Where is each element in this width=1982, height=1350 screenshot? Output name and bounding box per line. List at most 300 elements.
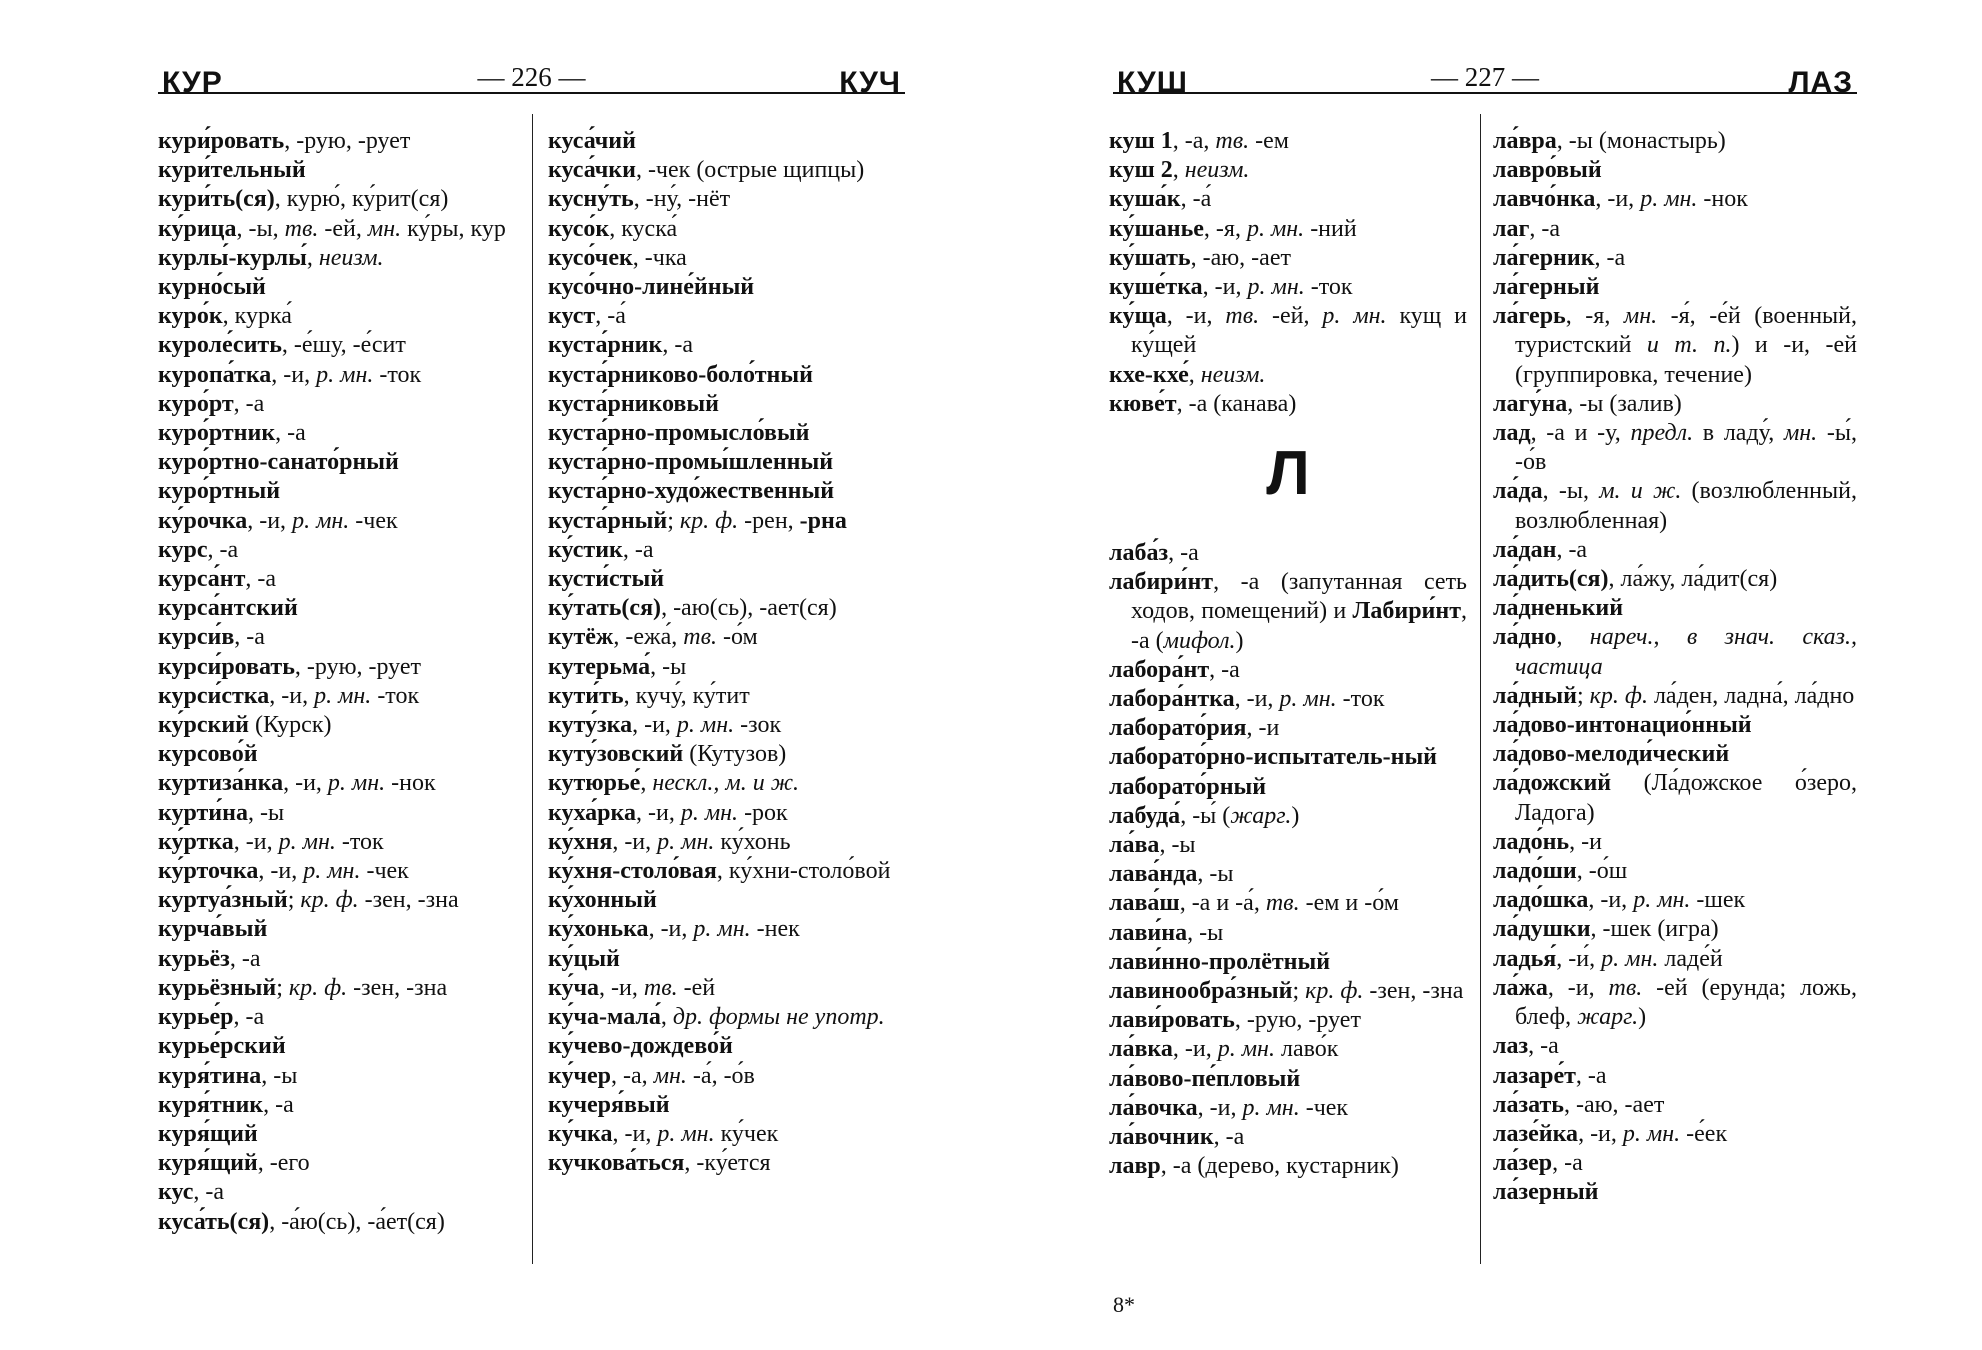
dictionary-entry — [1493, 945, 1857, 974]
entry-text: , -а — [622, 536, 654, 563]
headword: ла́дненький — [1493, 595, 1624, 622]
headword: куса́чий — [548, 128, 636, 154]
grammar-label: р. мн. — [1247, 274, 1305, 301]
headword: ку́чка — [548, 1120, 613, 1147]
headword: кучеря́вый — [548, 1091, 670, 1118]
entry-text: , -а — [1209, 656, 1240, 683]
headword: лазе́йка — [1493, 1120, 1579, 1147]
grammar-label: др. формы не употр. — [672, 1004, 885, 1031]
grammar-label: тв. — [1608, 974, 1643, 1001]
dictionary-entry — [1493, 974, 1857, 1032]
headword: лаз — [1493, 1033, 1529, 1060]
entry-text: , -а ( — [1131, 598, 1467, 654]
dictionary-entry — [1109, 977, 1467, 1006]
entry-text: , -а — [193, 1179, 225, 1206]
dictionary-entry — [158, 623, 521, 652]
entry-text: , -а и -у, — [1530, 420, 1631, 447]
dictionary-entry — [158, 974, 521, 1003]
running-head — [158, 58, 905, 102]
dictionary-entry — [158, 857, 521, 886]
headword: лава́нда — [1109, 861, 1198, 888]
dictionary-entry — [158, 185, 521, 214]
headword: куса́чки — [548, 157, 636, 184]
headword: лабири́нт — [1109, 569, 1214, 596]
dictionary-entry — [158, 1178, 521, 1207]
entry-text: -нек — [750, 916, 800, 943]
headword: ку́хонный — [548, 887, 657, 914]
entry-text: , -рую, -рует — [284, 128, 411, 154]
headword: курса́нт — [158, 566, 246, 593]
dictionary-entry — [1109, 948, 1467, 977]
entry-text: , -я, — [1565, 303, 1624, 330]
headword: лави́на — [1109, 919, 1188, 946]
entry-text: , -и, — [1234, 686, 1280, 713]
headword: кюве́т — [1109, 390, 1177, 417]
grammar-label: р. мн. — [1601, 945, 1659, 972]
entry-text: , -и, — [233, 828, 279, 855]
headword: ку́ча — [548, 974, 600, 1001]
dictionary-entry — [1109, 714, 1467, 743]
entry-text: -е́ек — [1680, 1120, 1728, 1147]
dictionary-entry — [1493, 185, 1857, 214]
entry-text: , -а, — [611, 1062, 654, 1089]
grammar-label: р. мн. — [1322, 303, 1387, 330]
entry-text: -рен, — [738, 507, 800, 534]
dictionary-entry — [548, 536, 905, 565]
headword: курьёз — [158, 945, 230, 972]
entry-text: , -ку́ется — [684, 1150, 771, 1177]
entry-text: , -а́ — [1180, 186, 1212, 213]
entry-text: , -а и -а́, — [1179, 890, 1266, 917]
entry-text: , -а (канава) — [1176, 390, 1297, 417]
entry-text: , -а — [229, 945, 261, 972]
entry-text: ) и -и, -ей (группировка, течение) — [1515, 332, 1858, 388]
headword: лаг — [1493, 215, 1530, 242]
entry-text: , — [1556, 624, 1590, 651]
grammar-label: кр. ф. — [300, 887, 359, 914]
entry-text: ; — [1292, 978, 1306, 1005]
entry-text: , -е́шу, -е́сит — [281, 332, 406, 359]
entry-text: , -и, — [1166, 303, 1226, 330]
grammar-label: м. и ж. — [1599, 478, 1682, 505]
left-page — [150, 0, 905, 1350]
headword: куро́к — [158, 303, 223, 330]
dictionary-entry — [1109, 185, 1467, 214]
headword: ку́хня — [548, 828, 613, 855]
headword: кхе-кхе́ — [1109, 361, 1189, 388]
dictionary-entry — [548, 623, 905, 652]
dictionary-entry — [1493, 215, 1857, 244]
dictionary-entry — [1493, 594, 1857, 623]
headword: ла́жа — [1493, 974, 1548, 1001]
dictionary-entry — [158, 361, 521, 390]
dictionary-entry — [1109, 743, 1467, 772]
entry-text: , — [1172, 157, 1185, 184]
entry-text: , -я, — [1203, 215, 1247, 242]
page-number: — 227 — — [1431, 62, 1539, 92]
entry-text: , -и́, — [1556, 945, 1602, 972]
entry-text: , -и — [1246, 715, 1280, 742]
headword: куст — [548, 303, 596, 330]
grammar-label: р. мн. — [314, 682, 372, 709]
headword: кутёж — [548, 624, 614, 651]
headword: ла́вочка — [1109, 1094, 1198, 1121]
grammar-label: мн. — [367, 215, 402, 242]
dictionary-entry — [548, 185, 905, 214]
dictionary-entry — [548, 1120, 905, 1149]
dictionary-entry — [548, 799, 905, 828]
dictionary-entry — [1493, 536, 1857, 565]
headword: курти́на — [158, 799, 248, 826]
entry-text: , -аю(сь), -ает(ся) — [661, 595, 837, 622]
dictionary-entry — [158, 1149, 521, 1178]
grammar-label: р. мн. — [1242, 1094, 1300, 1121]
grammar-label: р. мн. — [278, 828, 336, 855]
dictionary-entry — [548, 302, 905, 331]
column-divider — [532, 114, 533, 1264]
dictionary-entry — [1493, 1178, 1857, 1207]
headword: кусо́к — [548, 215, 610, 242]
entry-text: (возлюбленный, возлюбленная) — [1515, 478, 1857, 534]
dictionary-entry — [158, 1120, 521, 1149]
dictionary-entry — [158, 390, 521, 419]
entry-text: , -а — [1528, 1033, 1559, 1060]
entry-text: -чек — [360, 858, 409, 885]
dictionary-entry — [548, 1149, 905, 1178]
entry-text: , -ы́ ( — [1180, 802, 1231, 829]
dictionary-entry — [1493, 1032, 1857, 1061]
grammar-label: р. мн. — [1640, 186, 1698, 213]
headword: куста́рниково-боло́тный — [548, 361, 813, 388]
entry-text: , -и, — [283, 770, 328, 797]
grammar-label: р. мн. — [292, 507, 350, 534]
grammar-label: кр. ф. — [288, 974, 348, 1001]
dictionary-entry — [1493, 740, 1857, 769]
dictionary-entry — [548, 857, 905, 886]
entry-text: , -и, — [635, 799, 681, 826]
headword: ку́хня-столо́вая — [548, 858, 717, 885]
dictionary-entry — [1109, 802, 1467, 831]
headword: ла́герный — [1493, 274, 1600, 301]
entry-text: -чек — [1299, 1094, 1349, 1121]
entry-text: в ладу́, — [1693, 420, 1784, 447]
dictionary-entry — [548, 477, 905, 506]
headword: ку́ща — [1109, 303, 1167, 330]
entry-text: , -и, — [1202, 274, 1248, 301]
dictionary-entry — [158, 215, 521, 244]
entry-text: , -и, — [1595, 186, 1641, 213]
headword: кутерьма́ — [548, 653, 651, 680]
headword: куш 2 — [1109, 157, 1173, 184]
headword: лавинообра́зный — [1109, 978, 1293, 1005]
entry-text: , кучу́, ку́тит — [623, 682, 750, 709]
headword: кути́ть — [548, 682, 624, 709]
grammar-label: р. мн. — [693, 916, 751, 943]
headword: ла́вочник — [1109, 1124, 1214, 1151]
headword: лаборато́рия — [1109, 715, 1247, 742]
headword: курса́нтский — [158, 595, 298, 622]
grammar-label: р. мн. — [1217, 1036, 1275, 1063]
dictionary-entry — [158, 740, 521, 769]
grammar-label: тв. — [1265, 890, 1300, 917]
headword: куха́рка — [548, 799, 636, 826]
headword: курье́рский — [158, 1033, 286, 1060]
dictionary-entry — [158, 1032, 521, 1061]
headword: -рна — [799, 507, 847, 534]
headword: куса́ть(ся) — [158, 1208, 270, 1235]
entry-text: , -а — [1594, 244, 1626, 271]
right-page — [1105, 0, 1857, 1350]
dictionary-entry — [1109, 919, 1467, 948]
entry-text: -чек — [349, 507, 398, 534]
headword: лабора́нт — [1109, 656, 1210, 683]
entry-text: ; — [667, 507, 680, 534]
entry-text: , -а — [1552, 1150, 1583, 1177]
dictionary-entry — [158, 302, 521, 331]
signature-mark: 8* — [1113, 1292, 1135, 1317]
entry-text: , -а — [233, 1004, 265, 1031]
dictionary-entry — [1109, 215, 1467, 244]
headword: куря́щий — [158, 1120, 258, 1147]
entry-text: , -рую, -рует — [1234, 1007, 1361, 1034]
dictionary-entry — [548, 1003, 905, 1032]
entry-text: , -а́ — [595, 303, 626, 330]
dictionary-entry — [548, 361, 905, 390]
dictionary-entry — [1493, 1062, 1857, 1091]
entry-text: , -ы — [1187, 919, 1224, 946]
entry-text: , — [306, 244, 319, 271]
entry-text: , -а — [207, 536, 239, 563]
entry-text: , -рую, -рует — [294, 653, 421, 680]
dictionary-entry — [1109, 773, 1467, 802]
entry-text: , -а (дерево, кустарник) — [1160, 1153, 1399, 1180]
grammar-label: р. мн. — [657, 1120, 715, 1147]
dictionary-entry — [1109, 656, 1467, 685]
running-head — [1113, 58, 1857, 102]
entry-text: ку́чек — [714, 1120, 779, 1147]
grammar-label: кр. ф. — [679, 507, 739, 534]
grammar-label: мифол. — [1163, 627, 1236, 654]
headword: лавро́вый — [1493, 157, 1602, 184]
dictionary-entry — [1109, 361, 1467, 390]
grammar-label: р. мн. — [1279, 686, 1337, 713]
entry-text: (Ла́дожское о́зеро, Ладога) — [1515, 770, 1857, 826]
entry-text: , -и, — [1578, 1120, 1623, 1147]
dictionary-entry — [548, 273, 905, 302]
dictionary-entry — [1109, 539, 1467, 568]
dictionary-entry — [158, 915, 521, 944]
entry-column-1 — [158, 127, 521, 1237]
dictionary-entry — [548, 682, 905, 711]
grammar-label: кр. ф. — [1589, 682, 1648, 709]
entry-text: , — [1653, 624, 1687, 651]
dictionary-entry — [1493, 419, 1857, 477]
entry-text: , -чек (острые щипцы) — [635, 157, 865, 184]
entry-text: -зен, -зна — [347, 974, 448, 1001]
dictionary-entry — [1493, 1149, 1857, 1178]
headword: ладо́шка — [1493, 887, 1589, 914]
entry-text: , -ы (монастырь) — [1556, 128, 1726, 154]
entry-text: -ток — [371, 682, 420, 709]
headword: ла́вово-пе́пловый — [1109, 1065, 1301, 1092]
headword: ла́дово-мелоди́ческий — [1493, 741, 1730, 768]
entry-text: -нок — [1697, 186, 1748, 213]
headword: ла́дно — [1493, 624, 1557, 651]
grammar-label: неизм. — [1184, 157, 1250, 184]
headword: ла́дан — [1493, 536, 1557, 563]
headword: лаборато́рно-испытатель-ный — [1109, 744, 1438, 771]
entry-text: (Кутузов) — [683, 741, 787, 768]
grammar-label: тв. — [1215, 128, 1250, 154]
dictionary-entry — [548, 419, 905, 448]
entry-text: -о́м — [716, 624, 758, 651]
headword: ла́дный — [1493, 682, 1577, 709]
headword: куш 1 — [1109, 128, 1173, 154]
entry-text: -ы́, -о́в — [1515, 420, 1857, 476]
headword: курье́р — [158, 1004, 234, 1031]
dictionary-entry — [548, 448, 905, 477]
headword: ла́душки — [1493, 916, 1591, 943]
dictionary-entry — [1109, 156, 1467, 185]
headword: лавр — [1109, 1153, 1161, 1180]
entry-text: -зен, -зна — [1363, 978, 1464, 1005]
entry-text: , -а — [1529, 215, 1561, 242]
entry-text: , -ы — [247, 799, 285, 826]
headword: куро́ртник — [158, 420, 276, 447]
headword: лавчо́нка — [1493, 186, 1596, 213]
headword: куртиза́нка — [158, 770, 284, 797]
grammar-label: жарг. — [1577, 1004, 1639, 1031]
headword: куря́тина — [158, 1062, 262, 1089]
entry-column-2 — [1493, 127, 1857, 1208]
dictionary-entry — [548, 565, 905, 594]
headword: ку́шать — [1109, 244, 1191, 271]
dictionary-entry — [1493, 244, 1857, 273]
grammar-label: нареч. — [1589, 624, 1654, 651]
dictionary-entry — [548, 740, 905, 769]
dictionary-entry — [1493, 156, 1857, 185]
guide-word-last: ЛАЗ — [1788, 66, 1853, 99]
entry-text: -зен, -зна — [358, 887, 459, 914]
entry-text: , -а, — [1172, 128, 1216, 154]
headword: ку́тать(ся) — [548, 595, 662, 622]
grammar-label: р. мн. — [316, 361, 374, 388]
dictionary-entry — [158, 273, 521, 302]
grammar-label: и т. п. — [1646, 332, 1732, 359]
headword: куста́рник — [548, 332, 663, 359]
grammar-label: р. мн. — [1622, 1120, 1681, 1147]
dictionary-entry — [158, 682, 521, 711]
dictionary-entry — [1493, 127, 1857, 156]
dictionary-entry — [548, 653, 905, 682]
dictionary-entry — [548, 1062, 905, 1091]
dictionary-entry — [548, 945, 905, 974]
entry-text: , -ы — [650, 653, 687, 680]
entry-text: -нок — [385, 770, 436, 797]
headword: курча́вый — [158, 916, 268, 943]
entry-text: ; — [1577, 682, 1590, 709]
headword: ку́стик — [548, 536, 623, 563]
grammar-label: р. мн. — [657, 828, 715, 855]
headword: ла́дить(ся) — [1493, 566, 1609, 593]
dictionary-entry — [1109, 1065, 1467, 1094]
entry-text: , — [1188, 361, 1201, 388]
dictionary-entry — [548, 127, 905, 156]
headword: ку́рица — [158, 215, 237, 242]
headword: курси́ровать — [158, 653, 295, 680]
entries-after-letter — [1109, 539, 1467, 1181]
grammar-label: мн. — [1623, 303, 1658, 330]
entry-text: , — [640, 770, 653, 797]
entry-text: , -ну́, -нёт — [633, 186, 731, 213]
dictionary-entry — [1493, 1120, 1857, 1149]
dictionary-entry — [548, 594, 905, 623]
dictionary-entry — [548, 915, 905, 944]
section-letter: Л — [1266, 439, 1310, 509]
headword: кус — [158, 1179, 194, 1206]
grammar-label: в знач. сказ., частица — [1515, 624, 1858, 680]
headword: куста́рный — [548, 507, 668, 534]
grammar-label: мн. — [653, 1062, 687, 1089]
headword: куроле́сить — [158, 332, 282, 359]
entry-text: (Курск) — [248, 712, 332, 739]
entry-text: , -а — [234, 624, 265, 651]
dictionary-entry — [158, 594, 521, 623]
entry-text: , -и, — [1588, 887, 1634, 914]
headword: курьёзный — [158, 974, 277, 1001]
headword: куропа́тка — [158, 361, 272, 388]
dictionary-entry — [548, 244, 905, 273]
headword: куря́щий — [158, 1150, 258, 1177]
dictionary-entry — [158, 945, 521, 974]
dictionary-entry — [1493, 886, 1857, 915]
dictionary-entry — [1109, 831, 1467, 860]
dictionary-entry — [1109, 1006, 1467, 1035]
grammar-label: жарг. — [1230, 802, 1292, 829]
headword: ладья́ — [1493, 945, 1557, 972]
guide-word-first: КУШ — [1117, 66, 1188, 99]
dictionary-entry — [158, 1003, 521, 1032]
entry-text: -ей, — [318, 215, 368, 242]
grammar-label: предл. — [1630, 420, 1694, 447]
entry-text: , -и, — [269, 682, 315, 709]
entry-text: , -а — [1575, 1062, 1607, 1089]
dictionary-entry — [548, 974, 905, 1003]
guide-word-last: КУЧ — [839, 66, 901, 99]
headword: лави́ровать — [1109, 1007, 1235, 1034]
headword: кусти́стый — [548, 566, 665, 593]
dictionary-entry — [158, 127, 521, 156]
entry-text: -ний — [1304, 215, 1357, 242]
dictionary-entry — [548, 1032, 905, 1061]
headword: ку́рочка — [158, 507, 248, 534]
headword: ку́чево-дождево́й — [548, 1033, 733, 1060]
dictionary-entry — [158, 565, 521, 594]
entry-text: -шек — [1690, 887, 1746, 914]
dictionary-entry — [548, 331, 905, 360]
dictionary-entry — [1493, 711, 1857, 740]
dictionary-entry — [1109, 273, 1467, 302]
entry-text: , -а — [245, 566, 277, 593]
entry-text: , -ы (залив) — [1567, 390, 1682, 417]
entry-text: , -и, — [271, 361, 317, 388]
entry-text: , -а — [662, 332, 693, 359]
headword: лава́ш — [1109, 890, 1180, 917]
entry-text: , -а́ю(сь), -а́ет(ся) — [269, 1208, 445, 1235]
header-rule — [158, 92, 905, 94]
grammar-label: р. мн. — [1246, 215, 1305, 242]
headword: куста́рно-худо́жественный — [548, 478, 835, 505]
